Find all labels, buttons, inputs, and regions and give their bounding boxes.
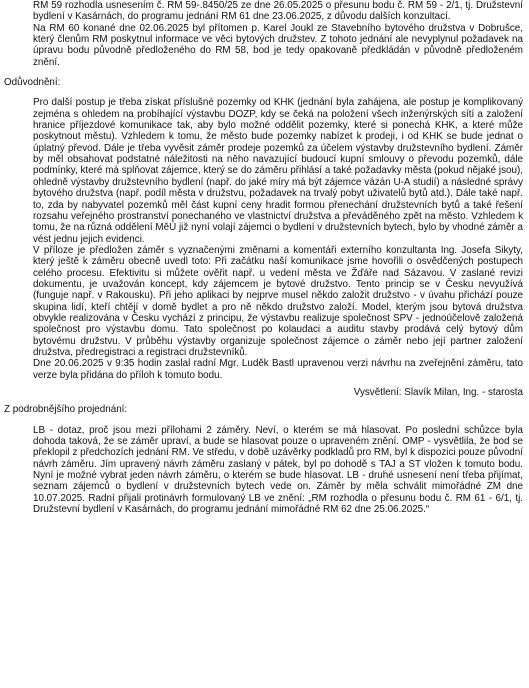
oduvodneni-paragraph-3: Dne 20.06.2025 v 9:35 hodin zaslal radní Mgr. Luděk Bastl upravenou verzi návrhu na zveřejnění záměru, tato verze byla přidána do příloh k tomuto bodu.: [33, 358, 523, 381]
oduvodneni-paragraph-2: V příloze je předložen záměr s vyznačenými změnami a komentáři externího konzultanta Ing. Josefa Sikyty, který ještě k záměru obecně uvedl toto: Při začátku naší komunikace jsme hovořili o osvědčených postupech celého procesu. Efektivitu si můžete ověřit např. u vedení města ve Žďáře nad Sázavou. V zaslané revizi dokumentu, je uvažován koncept, kdy zájemcem je bytové družstvo. Tento princip se v Česku nevyužívá (funguje např. v Rakousku). Při jeho aplikaci by nejprve musel někdo založit družstvo - v úvahu přichází pouze skupina lidí, kteří chtějí v domě bydlet a pro ně někdo družstvo založí. Model, kterým jsou bytová družstva obvykle realizována v Česku vychází z principu, že výstavbu realizuje společnost SPV - jednoúčelově založená společnost pro výstavbu domu. Tato společnost po kolaudaci a auditu stavby prodává celý bytový dům bytovému družstvu. V průběhu výstavby organizuje společnost zájemce o záměr nebo její partner založení družstva, předregistraci a registraci družstevníků.: [33, 244, 523, 358]
projednani-heading: Z podrobnějšího projednání:: [4, 404, 128, 416]
signature-line: Vysvětlení: Slavík Milan, Ing. - starosta: [353, 387, 523, 398]
intro-section: [0, 0, 529, 68]
oduvodneni-paragraph-1: Pro další postup je třeba získat příslušné pozemky od KHK (jednání byla zahájena, ale postup je komplikovaný zejména s ohledem na probíhající výstavbu DOZP, kdy se čeká na položení všech inženýrských sítí a založení hranice příjezdové komunikace tak, aby bylo možné oddělit pozemky, které si ponechá KHK, a které může poskytnout městu). Vzhledem k tomu, že město bude pozemky nabízet k prodeji, i od KHK se bude jednat o úplatný převod. Dále je třeba vyvěsit záměr prodeje pozemků za účelem výstavby družstevního bydlení. Záměr by měl obsahovat podstatné náležitosti na něho navazující budoucí kupní smlouvy o převodu pozemků, dále podmínky, které má splňovat zájemce, který se do záměru přihlásí a také požadavky města (pokud nějaké jsou), ohledně výstavby družstevního bydlení (např. do jaké míry má být zájemce vázán U-A studií) a následné správy bytového družstva (např. podíl města v družstvu, požadavek na trvalý pobyt uživatelů bytů atd.). Dále také např. to, zda by nabyvatel pozemků měl část kupní ceny hradit formou přenechání družstevních bytů a také řešení rozsahu veřejného prostranství ponechaného ve vlastnictví družstva a převáděného zpět na město. Vzhledem k tomu, že na různá oddělení MěÚ již nyní volají zájemci o bydlení v družstevních bytech, bylo by vhodné záměr a vést jednu jejich evidenci.: [33, 97, 523, 245]
projednani-paragraph-1: LB - dotaz, proč jsou mezi přílohami 2 záměry. Neví, o kterém se má hlasovat. Po poslední schůzce byla dohoda taková, že se záměr upraví, a bude se hlasovat pouze o upraveném znění. OMP - vysvětlila, že bod se překlopil z předchozích jednání RM. Ve středu, v době uzávěrky podkladů pro RM, byl k dispozici pouze původní návrh záměru. Jím upravený návrh záměru zaslaný v pátek, byl po dohodě s TAJ a ST vložen k tomuto bodu. Nyní je možné vybrat jeden návrh záměru, o kterém se bude hlasovat. LB - druhé usnesení není třeba přijímat, seznam zájemců o bydlení v družstevních bytech vede on. Záměr by měla schválit mimořádné ZM dne 10.07.2025. Radní přijali protinávrh formulovaný LB ve znění: „RM rozhodla o přesunu bodu č. RM 61 - 6/1, tj. Družstevní bydlení v Kasárnách, do programu jednání mimořádné RM 62 dne 25.06.2025.“: [33, 424, 523, 516]
oduvodneni-section: [0, 97, 529, 398]
intro-paragraph-2: Na RM 60 konané dne 02.06.2025 byl přítomen p. Karel Joukl ze Stavebního bytového družstva v Dobrušce, který členům RM poskytnul informace ve věci bytových družstev. Z tohoto jednání ale nevyplynul požadavek na úpravu bodu původně předloženého do RM 58, bod je tedy opakovaně předkládán v původně předloženém znění.: [33, 22, 523, 68]
projednani-section: [0, 425, 529, 516]
intro-paragraph-1: RM 59 rozhodla usnesením č. RM 59-.8450/25 ze dne 26.05.2025 o přesunu bodu č. RM 59 - 2/1, tj. Družstevní bydlení v Kasárnách, do programu jednání RM 61 dne 23.06.2025, z důvodu dalších konzultací.: [33, 0, 523, 23]
oduvodneni-heading: Odůvodnění:: [4, 77, 61, 89]
